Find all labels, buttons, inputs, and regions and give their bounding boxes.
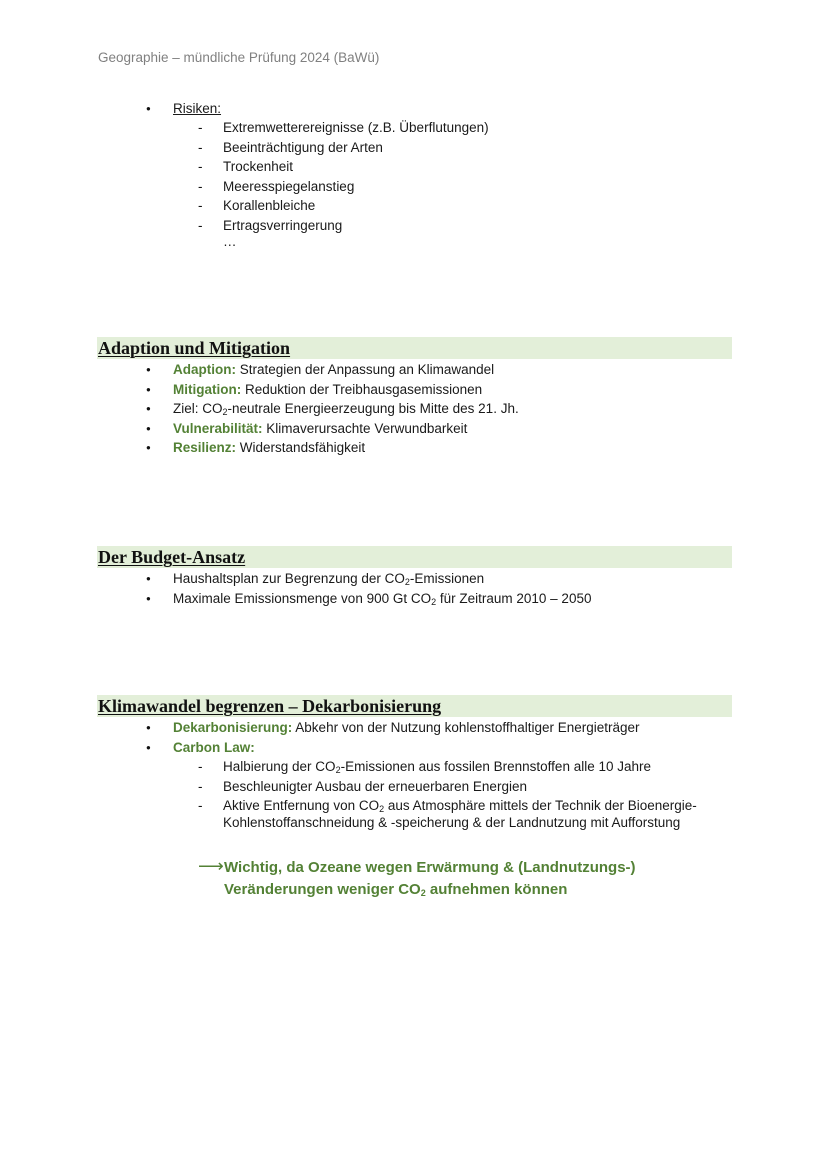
budget-list [173,569,591,608]
section-heading-decarb: Klimawandel begrenzen – Dekarbonisierung [97,695,732,717]
risk-item: - Extremwetterereignisse (z.B. Überflutungen) [223,118,489,138]
carbon-law-sublist [223,757,697,816]
arrow-right-icon: ⟶ [198,856,224,876]
risks-label: ● Risiken: [173,99,221,119]
risks-list [173,99,221,119]
list-item: ● Resilienz: Widerstandsfähigkeit [173,438,519,458]
risks-sublist [223,118,489,235]
list-item: ● Ziel: $CO_2$-neutrale Energieerzeugung bis Mitte des 21. Jh. [173,399,519,419]
risks-ellipsis: … [223,234,237,249]
list-item: - Aktive Entfernung von $CO_2$ aus Atmosphäre mittels der Technik der Bioenergie- [223,796,697,816]
list-item: ● Adaption: Strategien der Anpassung an Klimawandel [173,360,519,380]
decarb-list [173,718,640,757]
list-item: ● Vulnerabilität: Klimaverursachte Verwundbarkeit [173,419,519,439]
risk-item: - Korallenbleiche [223,196,489,216]
list-item: ● Dekarbonisierung: Abkehr von der Nutzung kohlenstoffhaltiger Energieträger [173,718,640,738]
list-item: ● Maximale Emissionsmenge von 900 Gt $CO_2$ für Zeitraum 2010 – 2050 [173,589,591,609]
list-item: - Beschleunigter Ausbau der erneuerbaren Energien [223,777,697,797]
section-heading-adaption: Adaption und Mitigation [97,337,732,359]
risk-item: - Beeinträchtigung der Arten [223,138,489,158]
list-item: - Halbierung der $CO_2$-Emissionen aus fossilen Brennstoffen alle 10 Jahre [223,757,697,777]
conclusion-note: ⟶Wichtig, da Ozeane wegen Erwärmung & (Landnutzungs-) Veränderungen weniger $CO_2$ aufnehmen können [198,856,636,898]
section-heading-budget: Der Budget-Ansatz [97,546,732,568]
adaption-list [173,360,519,458]
page-header: Geographie – mündliche Prüfung 2024 (BaWü) [98,50,380,65]
list-item: ● Mitigation: Reduktion der Treibhausgasemissionen [173,380,519,400]
list-item: ● Carbon Law: [173,738,640,758]
risk-item: - Trockenheit [223,157,489,177]
risk-item: - Ertragsverringerung [223,216,489,236]
carbon-law-continuation: Kohlenstoffanschneidung & -speicherung & der Landnutzung mit Aufforstung [223,815,681,830]
risk-item: - Meeresspiegelanstieg [223,177,489,197]
list-item: ● Haushaltsplan zur Begrenzung der $CO_2$-Emissionen [173,569,591,589]
